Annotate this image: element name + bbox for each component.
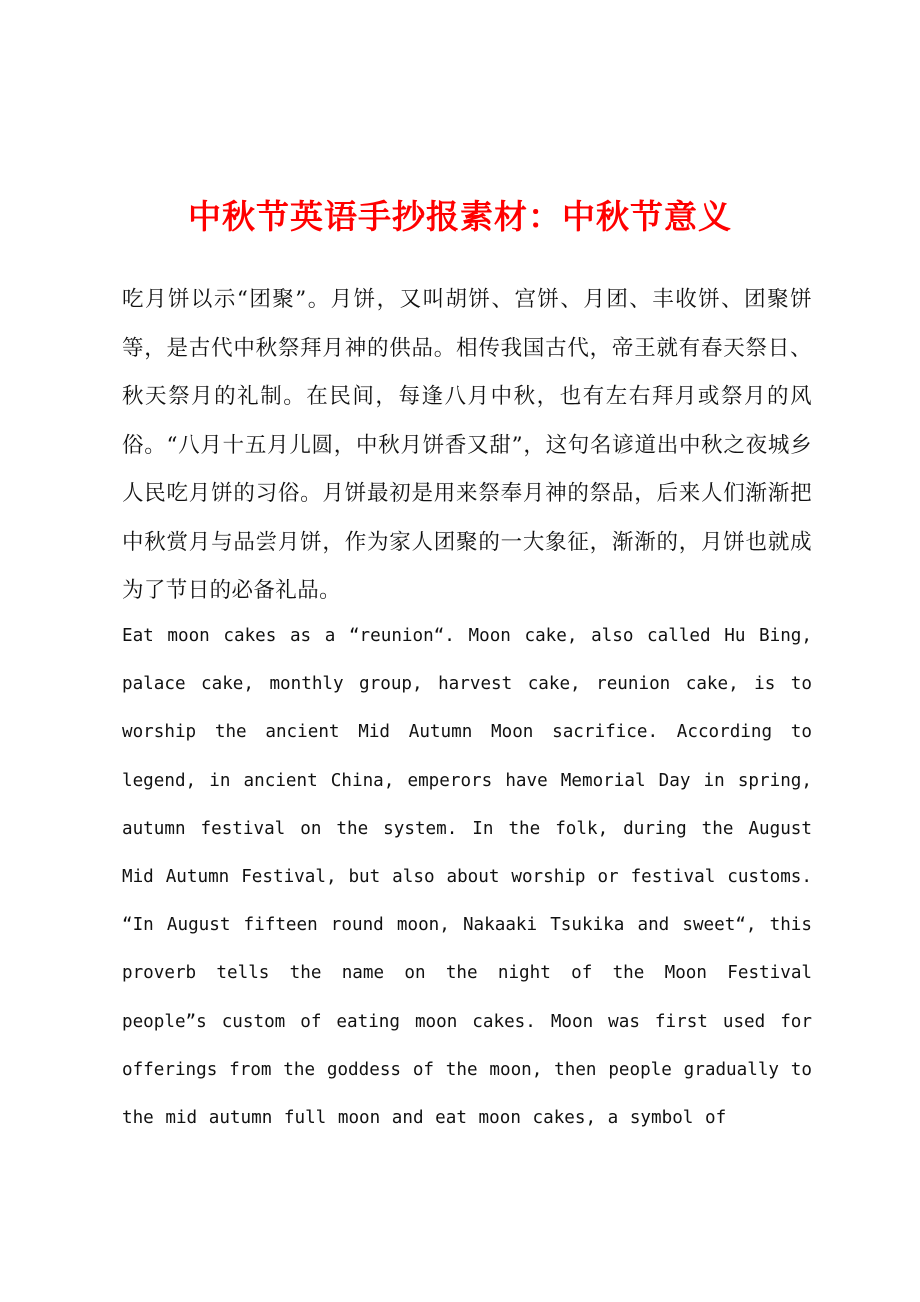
chinese-paragraph: 吃月饼以示“团聚”。月饼，又叫胡饼、宫饼、月团、丰收饼、团聚饼等，是古代中秋祭拜月神的供品。相传我国古代，帝王就有春天祭日、秋天祭月的礼制。在民间，每逢八月中秋，也有左右拜月或祭月的风俗。“八月十五月儿圆，中秋月饼香又甜”，这句名谚道出中秋之夜城乡人民吃月饼的习俗。月饼最初是用来祭奉月神的祭品，后来人们渐渐把中秋赏月与品尝月饼，作为家人团聚的一大象征，渐渐的，月饼也就成为了节日的必备礼品。: [122, 287, 812, 603]
english-paragraph: Eat moon cakes as a “reunion“. Moon cake, also called Hu Bing, palace cake, monthly group, harvest cake, reunion cake, is to worship the ancient Mid Autumn Moon sacrifice. According to legend, in ancient China, emperors have Memorial Day in spring, autumn festival on the system. In the folk, during the August Mid Autumn Festival, but also about worship or festival customs. “In August fifteen round moon, Nakaaki Tsukika and sweet“, this proverb tells the name on the night of the Moon Festival people”s custom of eating moon cakes. Moon was first used for offerings from the goddess of the moon, then people gradually to the mid autumn full moon and eat moon cakes, a symbol of: [122, 626, 812, 1129]
document-title: 中秋节英语手抄报素材：中秋节意义: [188, 197, 732, 236]
